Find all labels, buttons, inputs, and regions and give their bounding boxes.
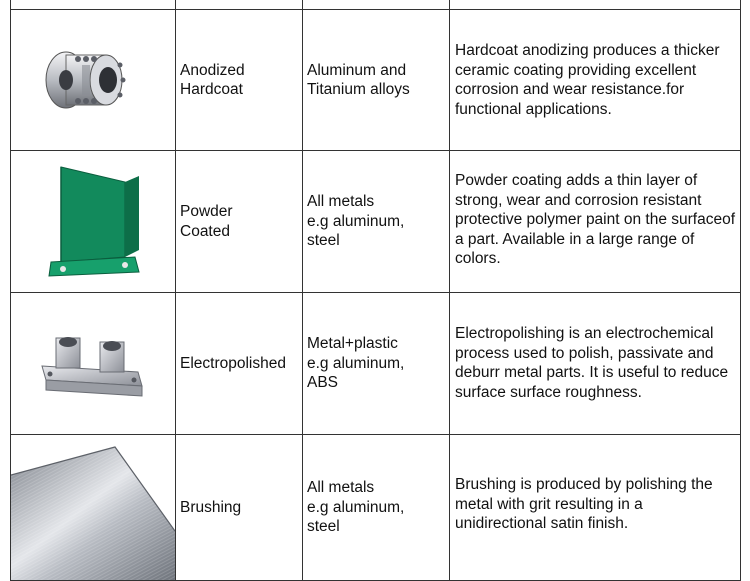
- finish-materials-cell: [303, 10, 450, 151]
- surface-finish-table: [10, 0, 741, 581]
- finish-description-cell: [450, 435, 741, 581]
- finish-materials: All metals e.g aluminum, steel: [307, 193, 405, 250]
- table-row: [11, 151, 741, 293]
- anodized-coupling-part: [38, 35, 148, 125]
- finish-name-cell: [176, 10, 303, 151]
- finish-name: Powder Coated: [180, 203, 233, 240]
- table-row-partial: [11, 0, 741, 10]
- finish-image-cell: [11, 435, 176, 581]
- finish-name-cell: [176, 293, 303, 435]
- finish-name: Brushing: [180, 498, 242, 516]
- finish-description-cell: [450, 10, 741, 151]
- table-cell: [11, 0, 176, 10]
- finish-description: Electropolishing is an electrochemical process used to polish, passivate and deburr metal parts. It is useful to reduce surface surface roughness.: [455, 325, 729, 401]
- finish-image-cell: [11, 10, 176, 151]
- finish-description: Powder coating adds a thin layer of strong, wear and corrosion resistant protective polymer paint on the surfaceof a part. Available in a large range of colors.: [455, 172, 736, 267]
- finish-materials-cell: [303, 293, 450, 435]
- table-row: [11, 293, 741, 435]
- finish-name: Anodized Hardcoat: [180, 61, 245, 98]
- table-cell: [450, 0, 741, 10]
- finish-name: Electropolished: [180, 354, 286, 372]
- finish-materials-cell: [303, 435, 450, 581]
- finish-name-cell: [176, 435, 303, 581]
- table-cell: [176, 0, 303, 10]
- finish-description-cell: [450, 293, 741, 435]
- finish-materials: All metals e.g aluminum, steel: [307, 479, 405, 536]
- finish-image-cell: [11, 151, 176, 293]
- table-row: [11, 435, 741, 581]
- finish-description: Brushing is produced by polishing the metal with grit resulting in a unidirectional satin finish.: [455, 476, 713, 532]
- finish-name-cell: [176, 151, 303, 293]
- powder-coated-green-bracket: [43, 162, 143, 282]
- finish-materials-cell: [303, 151, 450, 293]
- brushed-metal-sheet: [11, 435, 175, 580]
- finish-description-cell: [450, 151, 741, 293]
- electropolished-machined-block: [38, 324, 148, 404]
- finish-description: Hardcoat anodizing produces a thicker ceramic coating providing excellent corrosion and wear resistance.for functional applications.: [455, 42, 720, 118]
- table-cell: [303, 0, 450, 10]
- finish-materials: Metal+plastic e.g aluminum, ABS: [307, 335, 405, 392]
- table-row: [11, 10, 741, 151]
- finish-image-cell: [11, 293, 176, 435]
- finish-materials: Aluminum and Titanium alloys: [307, 61, 410, 98]
